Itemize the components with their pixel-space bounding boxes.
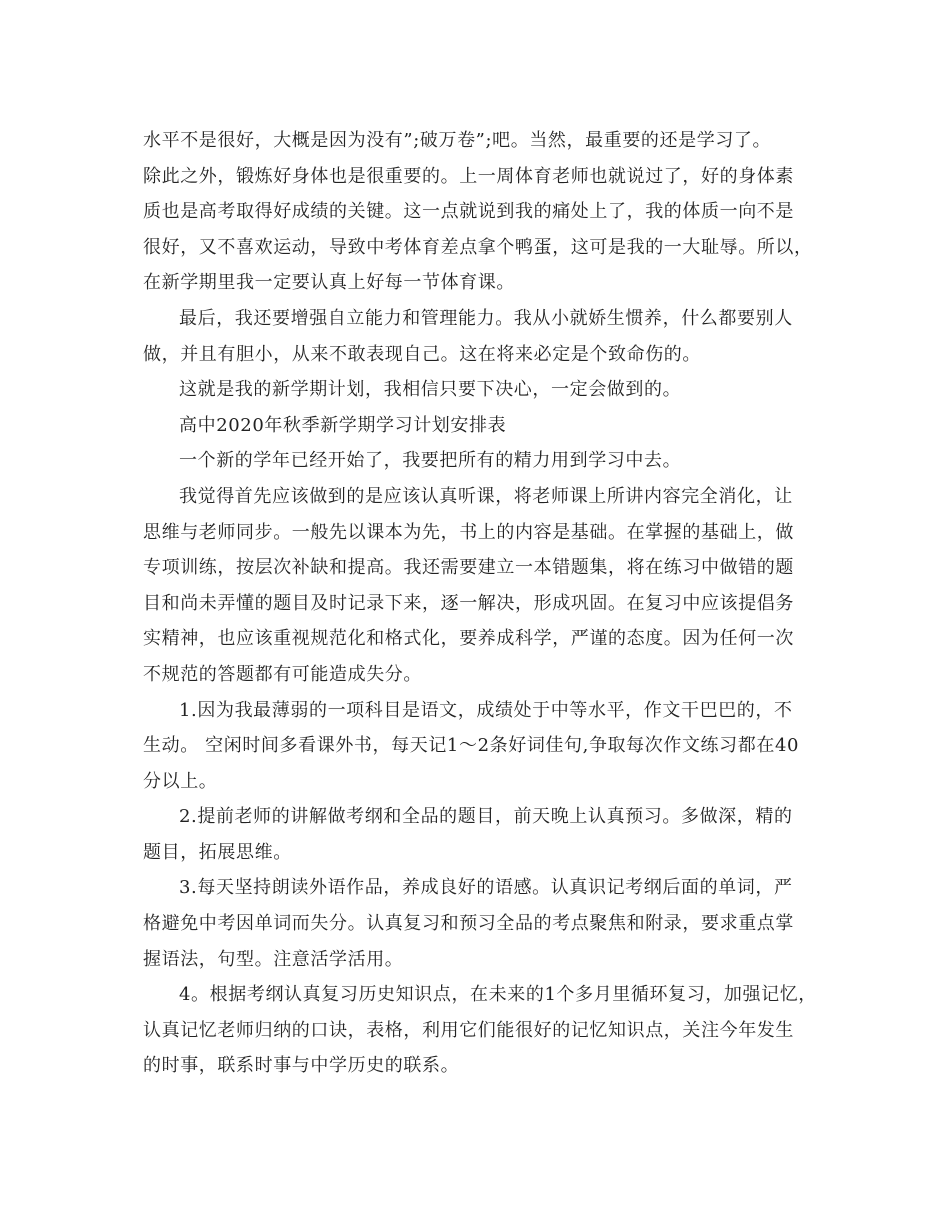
text-line: 质也是高考取得好成绩的关键。这一点就说到我的痛处上了，我的体质一向不是 — [143, 201, 794, 223]
paragraph-start-line: 一个新的学年已经开始了，我要把所有的精力用到学习中去。 — [179, 450, 682, 472]
text-line: 做，并且有胆小，从来不敢表现自己。这在将来必定是个致命伤的。 — [143, 343, 701, 365]
text-line: 专项训练，按层次补缺和提高。我还需要建立一本错题集，将在练习中做错的题 — [143, 557, 794, 579]
text-line: 的时事，联系时事与中学历史的联系。 — [143, 1055, 460, 1077]
text-line: 除此之外，锻炼好身体也是很重要的。上一周体育老师也就说过了，好的身体素 — [143, 165, 794, 187]
text-line: 实精神，也应该重视规范化和格式化，要养成科学，严谨的态度。因为任何一次 — [143, 628, 794, 650]
list-item-1-start: 1.因为我最薄弱的一项科目是语文，成绩处于中等水平，作文干巴巴的，不 — [179, 699, 793, 721]
text-line: 握语法，句型。注意活学活用。 — [143, 948, 404, 970]
text-line: 不规范的答题都有可能造成失分。 — [143, 663, 422, 685]
text-line: 题目，拓展思维。 — [143, 841, 292, 863]
document-body — [143, 123, 817, 1084]
text-line: 格避免中考因单词而失分。认真复习和预习全品的考点聚焦和附录，要求重点掌 — [143, 913, 794, 935]
list-item-3-start: 3.每天坚持朗读外语作品，养成良好的语感。认真识记考纲后面的单词，严 — [179, 877, 793, 899]
text-line: 分以上。 — [143, 770, 218, 792]
text-line: 生动。 空闲时间多看课外书，每天记1～2条好词佳句,争取每次作文练习都在40 — [143, 735, 800, 757]
list-item-4-start: 4。根据考纲认真复习历史知识点，在未来的1个多月里循环复习，加强记忆， — [179, 984, 817, 1006]
list-item-2-start: 2.提前老师的讲解做考纲和全品的题目，前天晚上认真预习。多做深，精的 — [179, 806, 793, 828]
text-line: 思维与老师同步。一般先以课本为先，书上的内容是基础。在掌握的基础上，做 — [143, 521, 794, 543]
paragraph-start-line: 我觉得首先应该做到的是应该认真听课，将老师课上所讲内容完全消化，让 — [179, 485, 793, 507]
section-heading: 高中2020年秋季新学期学习计划安排表 — [179, 414, 507, 436]
paragraph-start-line: 这就是我的新学期计划，我相信只要下决心，一定会做到的。 — [179, 379, 682, 401]
text-line: 认真记忆老师归纳的口诀，表格，利用它们能很好的记忆知识点，关注今年发生 — [143, 1019, 794, 1041]
paragraph-start-line: 最后，我还要增强自立能力和管理能力。我从小就娇生惯养，什么都要别人 — [179, 307, 793, 329]
text-line: 目和尚未弄懂的题目及时记录下来，逐一解决，形成巩固。在复习中应该提倡务 — [143, 592, 794, 614]
text-line: 在新学期里我一定要认真上好每一节体育课。 — [143, 272, 515, 294]
text-line: 水平不是很好，大概是因为没有”;破万卷”;吧。当然，最重要的还是学习了。 — [143, 130, 772, 151]
text-line: 很好，又不喜欢运动，导致中考体育差点拿个鸭蛋，这可是我的一大耻辱。所以， — [143, 236, 813, 258]
